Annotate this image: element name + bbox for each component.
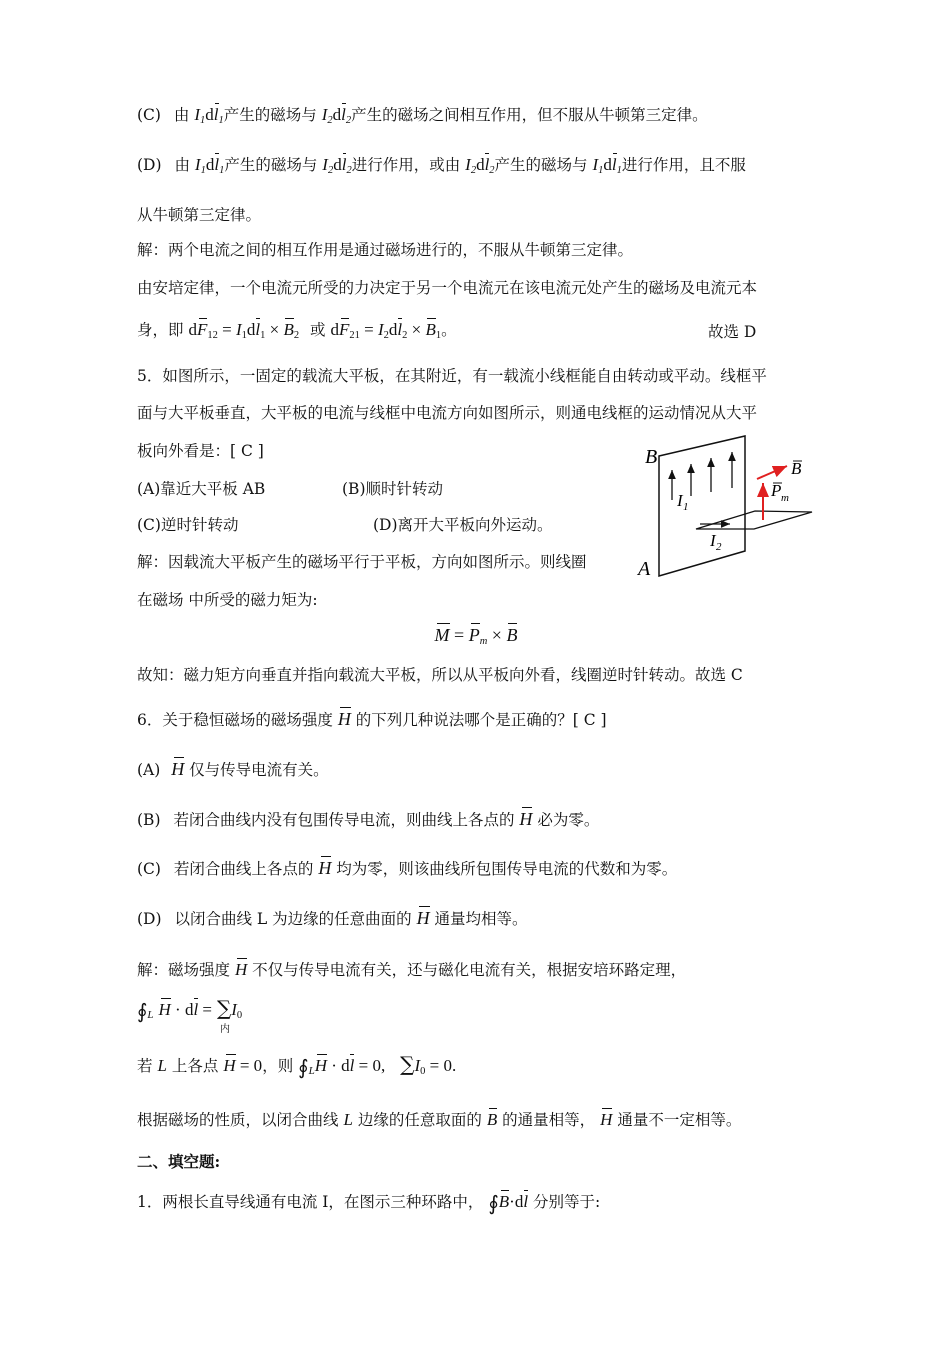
ampere-law-formula: $∮_L$ H · dl = ∑ 内 $I_0$ [137, 996, 243, 1035]
q6-option-b: (B) 若闭合曲线内没有包围传导电流，则曲线上各点的 H 必为零。 [137, 809, 600, 829]
q4-option-c: (C) 由 $I_1dl_1$产生的磁场与 $I_2dl_2$产生的磁场之间相互作用，但不服从牛顿第三定律。 [137, 105, 708, 126]
q5-solution-line2: 在磁场 中所受的磁力矩为: [137, 591, 318, 609]
magnetic-field-arrow [757, 466, 787, 479]
fill-in-question-1: 1．两根长直导线通有电流 I，在图示三种环路中， ∮B·dl 分别等于: [137, 1191, 601, 1215]
label-I2: I [710, 531, 716, 550]
q4-solution-line3: 身，即 $dF_{12} = I_1dl_1 \times B_2$ 或 $dF_{21} = I_2dl_2 \times B_1$。 [137, 320, 457, 341]
force-formula-21: $dF_{21} = I_2dl_2 \times B_1$ [330, 320, 442, 341]
q6-solution-line1: 解：磁场强度 H 不仅与传导电流有关，还与磁化电流有关，根据安培环路定理， [137, 960, 687, 979]
q5-option-d: (D)离开大平板向外运动。 [373, 516, 553, 534]
label-I2-sub: 2 [716, 541, 722, 553]
current-element-2: $I_2dl_2$ [465, 155, 495, 176]
q5-stem-line3: 板向外看是：[ C ] [137, 442, 264, 460]
torque-formula: $M = P_m \times B$ [434, 625, 518, 647]
q5-stem-line2: 面与大平板垂直，大平板的电流与线框中电流方向如图所示，则通电线框的运动情况从大平 [137, 404, 758, 422]
label-I1: I [677, 491, 683, 510]
q4-solution-line1: 解：两个电流之间的相互作用是通过磁场进行的，不服从牛顿第三定律。 [137, 241, 634, 259]
q6-option-c: (C) 若闭合曲线上各点的 H 均为零，则该曲线所包围传导电流的代数和为零。 [137, 858, 678, 878]
q4-option-d-cont: 从牛顿第三定律。 [137, 206, 262, 224]
current-element-1: $I_1dl_1$ [194, 105, 224, 126]
q5-solution-line1: 解：因载流大平板产生的磁场平行于平板，方向如图所示。则线圈 [137, 553, 587, 571]
q5-option-c: (C)逆时针转动 [137, 516, 239, 534]
q6-option-d: (D) 以闭合曲线 L 为边缘的任意曲面的 H 通量均相等。 [137, 908, 528, 928]
label-B: B [645, 446, 658, 468]
q6-option-a: (A) H 仅与传导电流有关。 [137, 759, 329, 779]
label-B-vector: B [791, 459, 802, 478]
current-element-1: $I_1dl_1$ [592, 155, 622, 176]
current-element-2: $I_2dl_2$ [321, 105, 352, 126]
q5-stem-line1: 5．如图所示，一固定的载流大平板，在其附近，有一载流小线框能自由转动或平动。线框平 [137, 367, 767, 385]
label-A: A [638, 558, 651, 578]
current-loop [696, 511, 812, 529]
q6-solution-line4: 根据磁场的性质，以闭合曲线 L 边缘的任意取面的 B 的通量相等， H 通量不一定相等。 [137, 1110, 742, 1129]
section-heading: 二、填空题: [137, 1152, 221, 1171]
current-element-1: $I_1dl_1$ [194, 155, 225, 176]
current-element-2: $I_2dl_2$ [322, 155, 352, 176]
force-formula-12: $dF_{12} = I_1dl_1 \times B_2$ [188, 320, 300, 341]
label-I1-sub: 1 [683, 501, 689, 513]
label-Pm: P [771, 481, 782, 500]
q4-answer: 故选 D [708, 323, 757, 341]
q4-option-d: (D) 由 $I_1dl_1$产生的磁场与 $I_2dl_2$进行作用，或由 $I_2dl_2$产生的磁场与 $I_1dl_1$进行作用，且不服 [137, 155, 746, 176]
q6-solution-line3: 若 L 上各点 H = 0，则 $∮_LH$ · dl = 0, $\sum I_0 = 0$. [137, 1052, 457, 1079]
label-Pm-sub: m [781, 492, 789, 504]
q5-option-b: (B)顺时针转动 [342, 480, 443, 498]
plate-loop-figure [630, 428, 830, 578]
q4-solution-line2: 由安培定律，一个电流元所受的力决定于另一个电流元在该电流元处产生的磁场及电流元本 [137, 279, 758, 297]
q6-stem: 6．关于稳恒磁场的磁场强度 H 的下列几种说法哪个是正确的？[ C ] [137, 709, 607, 729]
q5-conclusion: 故知：磁力矩方向垂直并指向载流大平板，所以从平板向外看，线圈逆时针转动。故选 C [137, 666, 743, 684]
q5-option-a: (A)靠近大平板 AB [137, 480, 266, 498]
